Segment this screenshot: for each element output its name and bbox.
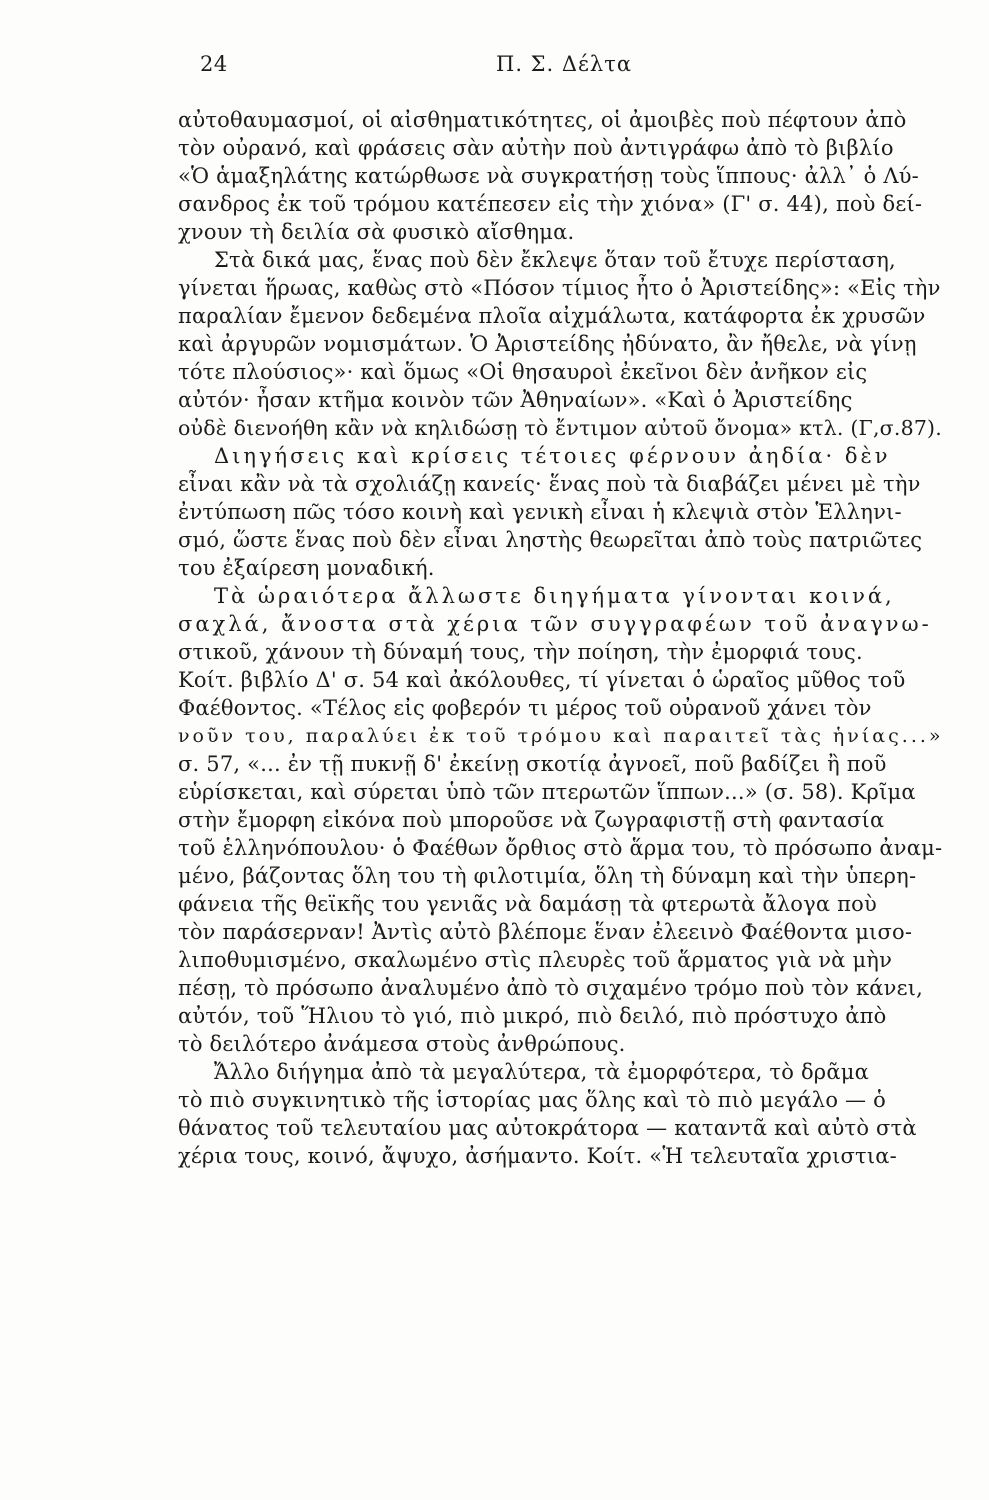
body-text [178, 106, 958, 1170]
text-line: αὐτόν· ἦσαν κτῆμα κοινὸν τῶν Ἀθηναίων». «Καὶ ὁ Ἀριστείδης [178, 388, 853, 412]
text-line: Φαέθοντος. «Τέλος εἰς φοβερόν τι μέρος τοῦ οὐρανοῦ χάνει τὸν [178, 696, 872, 720]
text-line: σ. 57, «... ἐν τῇ πυκνῇ δ' ἐκείνῃ σκοτίᾳ ἀγνοεῖ, ποῦ βαδίζει ἢ ποῦ [178, 752, 887, 776]
text-line: στικοῦ, χάνουν τὴ δύναμή τους, τὴν ποίηση, τὴν ἐμορφιά τους. [178, 640, 863, 664]
text-line: παραλίαν ἔμενον δεδεμένα πλοῖα αἰχμάλωτα, κατάφορτα ἐκ χρυσῶν [178, 304, 926, 328]
text-line: του ἐξαίρεση μοναδική. [178, 556, 435, 580]
text-line: χέρια τους, κοινό, ἄψυχο, ἀσήμαντο. Κοίτ. «Ἡ τελευταῖα χριστια- [178, 1144, 897, 1168]
text-line: Τὰ ὡραιότερα ἄλλωστε διηγήματα γίνονται κοινά, [214, 584, 895, 608]
text-line: νοῦν του, παραλύει ἐκ τοῦ τρόμου καὶ παραιτεῖ τὰς ἡνίας...» [178, 725, 944, 747]
text-line: αὐτοθαυμασμοί, οἱ αἰσθηματικότητες, οἱ ἀμοιβὲς ποὺ πέφτουν ἀπὸ [178, 108, 907, 132]
text-line: τότε πλούσιος»· καὶ ὅμως «Οἱ θησαυροὶ ἐκεῖνοι δὲν ἀνῆκον εἰς [178, 360, 868, 384]
text-line: θάνατος τοῦ τελευταίου μας αὐτοκράτορα — καταντᾶ καὶ αὐτὸ στὰ [178, 1116, 917, 1140]
text-line: Ἄλλο διήγημα ἀπὸ τὰ μεγαλύτερα, τὰ ἐμορφότερα, τὸ δρᾶμα [214, 1060, 869, 1084]
text-line: φάνεια τῆς θεϊκῆς του γενιᾶς νὰ δαμάσῃ τὰ φτερωτὰ ἄλογα ποὺ [178, 892, 877, 916]
text-line: καὶ ἀργυρῶν νομισμάτων. Ὁ Ἀριστείδης ἠδύνατο, ἂν ἤθελε, νὰ γίνῃ [178, 332, 917, 356]
text-line: εἶναι κἂν νὰ τὰ σχολιάζῃ κανείς· ἕνας ποὺ τὰ διαβάζει μένει μὲ τὴν [178, 472, 921, 496]
text-line: σανδρος ἐκ τοῦ τρόμου κατέπεσεν εἰς τὴν χιόνα» (Γ' σ. 44), ποὺ δεί- [178, 192, 923, 216]
text-line: γίνεται ἥρωας, καθὼς στὸ «Πόσον τίμιος ἦτο ὁ Ἀριστείδης»: «Εἰς τὴν [178, 276, 941, 300]
page-number: 24 [200, 52, 228, 76]
text-line: Κοίτ. βιβλίο Δ' σ. 54 καὶ ἀκόλουθες, τί γίνεται ὁ ὡραῖος μῦθος τοῦ [178, 668, 906, 692]
text-line: λιποθυμισμένο, σκαλωμένο στὶς πλευρὲς τοῦ ἅρματος γιὰ νὰ μὴν [178, 948, 893, 972]
text-line: μένο, βάζοντας ὅλη του τὴ φιλοτιμία, ὅλη τὴ δύναμη καὶ τὴν ὑπερη- [178, 864, 917, 888]
text-line: Στὰ δικά μας, ἕνας ποὺ δὲν ἔκλεψε ὅταν τοῦ ἔτυχε περίσταση, [214, 248, 896, 272]
text-line: τοῦ ἑλληνόπουλου· ὁ Φαέθων ὄρθιος στὸ ἅρμα του, τὸ πρόσωπο ἀναμ- [178, 836, 943, 860]
text-line: τὸ πιὸ συγκινητικὸ τῆς ἱστορίας μας ὅλης καὶ τὸ πιὸ μεγάλο — ὁ [178, 1088, 886, 1112]
text-line: τὸν παράσερναν! Ἀντὶς αὐτὸ βλέπομε ἕναν ἐλεεινὸ Φαέθοντα μισο- [178, 920, 913, 944]
text-line: σαχλά, ἄνοστα στὰ χέρια τῶν συγγραφέων τοῦ ἀναγνω- [178, 612, 932, 636]
text-line: τὸν οὐρανό, καὶ φράσεις σὰν αὐτὴν ποὺ ἀντιγράφω ἀπὸ τὸ βιβλίο [178, 136, 894, 160]
running-head: Π. Σ. Δέλτα [496, 52, 633, 76]
text-line: οὐδὲ διενοήθη κἂν νὰ κηλιδώσῃ τὸ ἔντιμον αὐτοῦ ὄνομα» κτλ. (Γ,σ.87). [178, 416, 942, 440]
text-line: Διηγήσεις καὶ κρίσεις τέτοιες φέρνουν ἀηδία· δὲν [214, 444, 891, 468]
text-line: πέσῃ, τὸ πρόσωπο ἀναλυμένο ἀπὸ τὸ σιχαμένο τρόμο ποὺ τὸν κάνει, [178, 976, 924, 1000]
text-line: εὑρίσκεται, καὶ σύρεται ὑπὸ τῶν πτερωτῶν ἵππων...» (σ. 58). Κρῖμα [178, 780, 916, 804]
text-line: «Ὁ ἁμαξηλάτης κατώρθωσε νὰ συγκρατήσῃ τοὺς ἵππους· ἀλλ᾽ ὁ Λύ- [178, 164, 919, 188]
page-header [200, 52, 920, 92]
text-line: τὸ δειλότερο ἀνάμεσα στοὺς ἀνθρώπους. [178, 1032, 626, 1056]
text-line: στὴν ἔμορφη εἰκόνα ποὺ μποροῦσε νὰ ζωγραφιστῇ στὴ φαντασία [178, 808, 885, 832]
text-line: αὐτόν, τοῦ Ἥλιου τὸ γιό, πιὸ μικρό, πιὸ δειλό, πιὸ πρόστυχο ἀπὸ [178, 1004, 887, 1028]
text-line: ἐντύπωση πῶς τόσο κοινὴ καὶ γενικὴ εἶναι ἡ κλεψιὰ στὸν Ἑλληνι- [178, 500, 902, 524]
text-line: χνουν τὴ δειλία σὰ φυσικὸ αἴσθημα. [178, 220, 575, 244]
text-line: σμό, ὥστε ἕνας ποὺ δὲν εἶναι ληστὴς θεωρεῖται ἀπὸ τοὺς πατριῶτες [178, 528, 923, 552]
